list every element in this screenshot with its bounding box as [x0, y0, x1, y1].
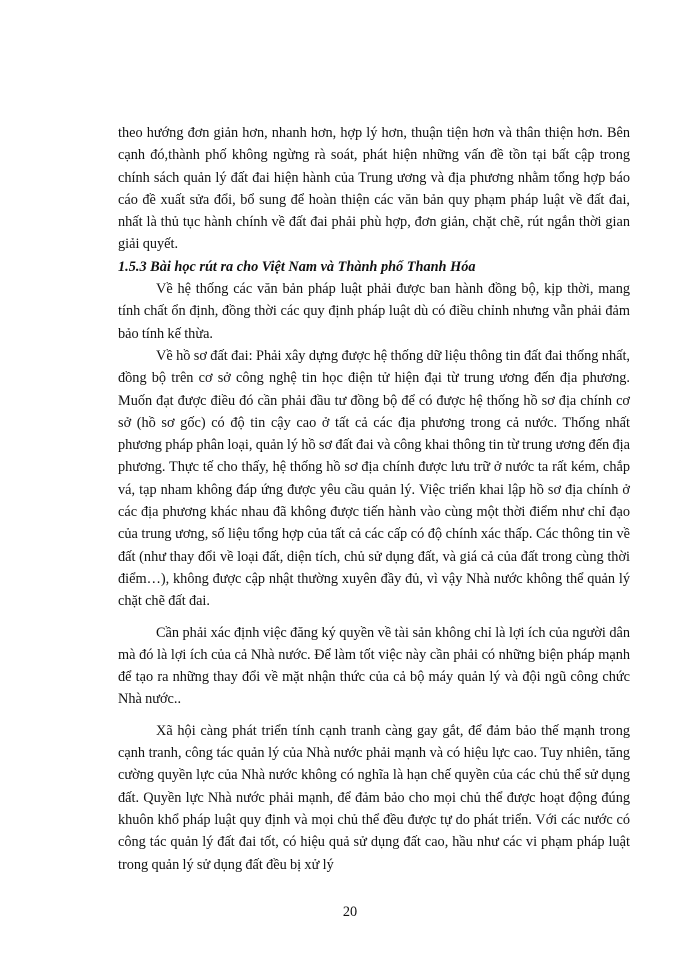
paragraph-state-management: Xã hội càng phát triển tính cạnh tranh càng gay gắt, để đảm bảo thế mạnh trong cạnh tranh, công tác quản lý của Nhà nước phải mạnh và có hiệu lực cao. Tuy nhiên, tăng cường quyền lực của Nhà nước không có nghĩa là hạn chế quyền của các chủ thể sử dụng đất. Quyền lực Nhà nước phải mạnh, để đảm bảo cho mọi chủ thể được hoạt động đúng khuôn khổ pháp luật quy định và mọi chủ thể đều được tự do phát triển. Với các nước có công tác quản lý đất đai tốt, có hiệu quả sử dụng đất cao, hầu như các vi phạm pháp luật trong quản lý sử dụng đất đều bị xử lý	[118, 722, 630, 873]
paragraph-property-registration: Cần phải xác định việc đăng ký quyền về tài sản không chỉ là lợi ích của người dân mà đó là lợi ích của cả Nhà nước. Để làm tốt việc này cần phải có những biện pháp mạnh để tạo ra những thay đổi về mặt nhận thức của cả bộ máy quản lý và đội ngũ công chức Nhà nước..	[118, 624, 630, 708]
paragraph-land-records: Về hồ sơ đất đai: Phải xây dựng được hệ thống dữ liệu thông tin đất đai thống nhất, đồng bộ trên cơ sở công nghệ tin học điện tử hiện đại từ trung ương đến địa phương. Muốn đạt được điều đó cần phải đầu tư đồng bộ để có được hệ thống hồ sơ địa chính cơ sở (hồ sơ gốc) có độ tin cậy cao ở tất cả các địa phương trong cả nước. Thống nhất phương pháp phân loại, quản lý hồ sơ đất đai và công khai thông tin từ trung ương đến địa phương. Thực tế cho thấy, hệ thống hồ sơ địa chính được lưu trữ ở nước ta rất kém, chắp vá, tạp nham không đáp ứng được yêu cầu quản lý. Việc triển khai lập hồ sơ địa chính ở các địa phương khác nhau đã không được tiến hành vào cùng một thời điểm như chỉ đạo của trung ương, số liệu tổng hợp của tất cả các cấp có độ chính xác thấp. Các thông tin về đất (như thay đổi về loại đất, diện tích, chủ sử dụng đất, và giá cả của đất trong cùng thời điểm…), không được cập nhật thường xuyên đầy đủ, vì vậy Nhà nước không thể quản lý chặt chẽ đất đai.	[118, 347, 630, 610]
section-heading: 1.5.3 Bài học rút ra cho Việt Nam và Thành phố Thanh Hóa	[118, 258, 476, 275]
continuation-paragraph: theo hướng đơn giản hơn, nhanh hơn, hợp lý hơn, thuận tiện hơn và thân thiện hơn. Bên cạnh đó,thành phố không ngừng rà soát, phát hiện những vấn đề tồn tại bất cập trong chính sách quản lý đất đai hiện hành của Trung ương và địa phương nhằm tổng hợp báo cáo đề xuất sửa đổi, bổ sung để hoàn thiện các văn bản quy phạm pháp luật về đất đai, nhất là thủ tục hành chính về đất đai phải phù hợp, đơn giản, chặt chẽ, rút ngắn thời gian giải quyết.	[118, 125, 630, 253]
page-body	[118, 122, 630, 876]
paragraph-legal-documents: Về hệ thống các văn bản pháp luật phải được ban hành đồng bộ, kịp thời, mang tính chất ổn định, đồng thời các quy định pháp luật dù có điều chỉnh nhưng vẫn phải đảm bảo tính kế thừa.	[118, 281, 630, 342]
page-number: 20	[342, 904, 358, 920]
